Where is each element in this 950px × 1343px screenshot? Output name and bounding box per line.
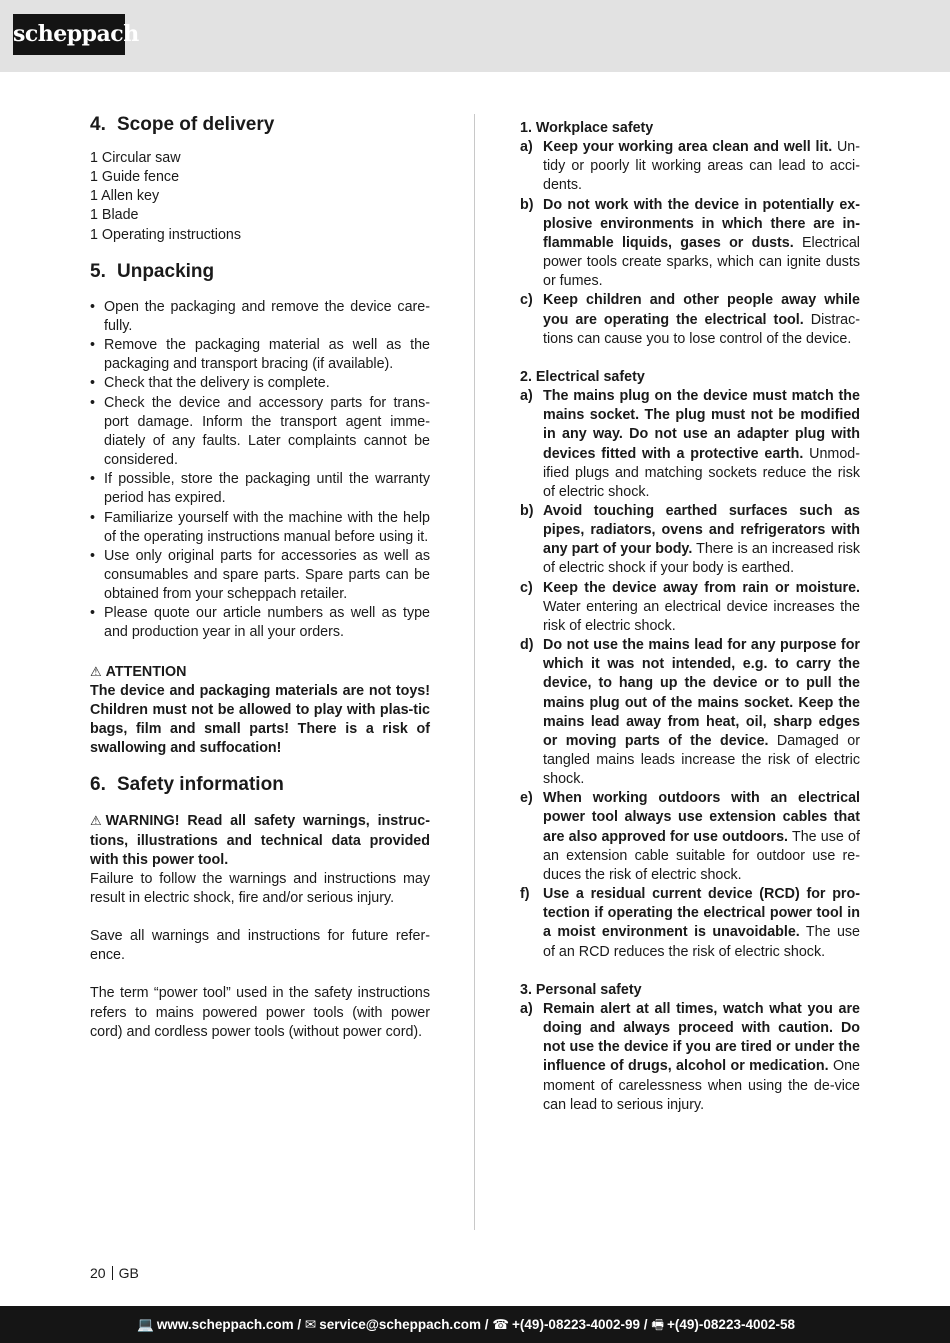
list-item: 1 Circular saw (90, 150, 181, 166)
footer-contact-bar (0, 1306, 950, 1343)
warning-heading: ⚠ WARNING! Read all safety warnings, instruc-tions, illustrations and technical data provided with this power tool. (90, 813, 430, 868)
list-item: • Open the packaging and remove the device care-fully. (90, 298, 430, 334)
power-tool-term-text: The term “power tool” used in the safety instructions refers to mains powered power tools (with power cord) and cordless power tools (without power cord). (90, 985, 430, 1040)
list-item: 1 Blade (90, 207, 139, 224)
fax-number: +(49)-08223-4002-58 (667, 1317, 795, 1332)
list-item: • Check the device and accessory parts for trans-port damage. Inform the transport agent imme-diately of any faults. Later complaints cannot be considered. (90, 394, 430, 469)
section-4-heading: 4. Scope of delivery (90, 114, 275, 135)
attention-heading: ⚠ ATTENTION (90, 663, 187, 680)
list-item: 1 Guide fence (90, 169, 180, 186)
phone-icon: ☎ (492, 1317, 510, 1332)
list-item: 1 Allen key (90, 188, 160, 205)
phone-number: +(49)-08223-4002-99 / (512, 1317, 648, 1332)
page-number: 20 GB (90, 1265, 139, 1281)
list-item: • Please quote our article numbers as well as type and production year in all your orders. (90, 605, 430, 641)
list-item: • Use only original parts for accessories as well as consumables and spare parts. Spare parts can be obtained from your scheppach retailer. (90, 547, 430, 603)
personal-safety-list (520, 1000, 860, 1115)
list-item: f) Use a residual current device (RCD) for pro-tection if operating the electrical power tool in a moist environment is unavoidable. The use of an RCD reduces the risk of electric shock. (520, 886, 861, 960)
list-item: • Remove the packaging material as well as the packaging and transport bracing (if available). (90, 337, 430, 373)
list-item: a) Keep your working area clean and well lit. Un-tidy or poorly lit working areas can lead to acci-dents. (520, 139, 860, 194)
personal-safety-heading: 3. Personal safety (520, 981, 642, 998)
list-item: e) When working outdoors with an electrical power tool always use extension cables that are also approved for use outdoors. The use of an extension cable suitable for outdoor use re-duces the risk of electric shock. (520, 790, 860, 883)
warning-triangle-icon: ⚠ (90, 663, 102, 679)
list-item: b) Do not work with the device in potentially ex-plosive environments in which there are in-flammable liquids, gases or dusts. Electrical power tools create sparks, which can ignite dusts or fumes. (520, 196, 860, 290)
list-item: c) Keep the device away from rain or moisture. Water entering an electrical device increases the risk of electric shock. (520, 579, 860, 634)
delivery-list (90, 149, 430, 245)
column-divider (474, 114, 475, 1230)
email-link[interactable]: service@scheppach.com / (319, 1317, 489, 1332)
list-item: d) Do not use the mains lead for any purpose for which it was not intended, e.g. to carry the device, to hang up the device or to pull the mains plug out of the mains socket. Keep the mains lead away from heat, oil, sharp edges or moving parts of the device. Damaged or tangled mains leads increase the risk of electric shock. (520, 637, 860, 788)
list-item: b) Avoid touching earthed surfaces such as pipes, radiators, ovens and refrigerators with any part of your body. There is an increased risk of electric shock if your body is earthed. (520, 502, 861, 577)
save-instructions-text: Save all warnings and instructions for future refer-ence. (90, 928, 430, 964)
workplace-safety-heading: 1. Workplace safety (520, 120, 654, 136)
electrical-safety-list (520, 387, 860, 962)
computer-icon: 💻 (137, 1317, 154, 1332)
left-column (90, 112, 430, 1042)
fax-icon: 🖷 (651, 1317, 665, 1332)
list-item: a) The mains plug on the device must match the mains socket. The plug must not be modified in any way. Do not use an adapter plug with devices fitted with a protective earth. Unmod-ified plugs and matching sockets reduce the risk of electric shock. (520, 388, 861, 500)
attention-text: The device and packaging materials are not toys! Children must not be allowed to play with plas-tic bags, film and small parts! There is a risk of swallowing and suffocation! (90, 682, 430, 757)
list-item: a) Remain alert at all times, watch what you are doing and always proceed with caution. Do not use the device if you are tired or under the influence of drugs, alcohol or medication. One moment of carelessness when using the de-vice can lead to serious injury. (520, 1000, 860, 1113)
list-item: • Familiarize yourself with the machine with the help of the operating instructions manual before using it. (90, 509, 430, 545)
unpacking-list (90, 298, 430, 643)
list-item: 1 Operating instructions (90, 226, 241, 243)
warning-text: Failure to follow the warnings and instructions may result in electric shock, fire and/or serious injury. (90, 870, 430, 906)
website-link[interactable]: www.scheppach.com / (156, 1317, 302, 1332)
electrical-safety-heading: 2. Electrical safety (520, 368, 645, 385)
section-5-heading: 5. Unpacking (90, 260, 215, 282)
right-column (520, 119, 860, 1115)
warning-triangle-icon: ⚠ (90, 813, 102, 829)
scheppach-logo: scheppach (13, 14, 125, 55)
list-item: • Check that the delivery is complete. (90, 375, 330, 392)
header-band (0, 0, 950, 72)
list-item: • If possible, store the packaging until the warranty period has expired. (90, 471, 430, 507)
workplace-safety-list (520, 138, 860, 349)
list-item: c) Keep children and other people away while you are operating the electrical tool. Distrac-tions can cause you to lose control of the device. (520, 292, 860, 347)
mail-icon: ✉ (304, 1317, 317, 1332)
section-6-heading: 6. Safety information (90, 774, 284, 796)
